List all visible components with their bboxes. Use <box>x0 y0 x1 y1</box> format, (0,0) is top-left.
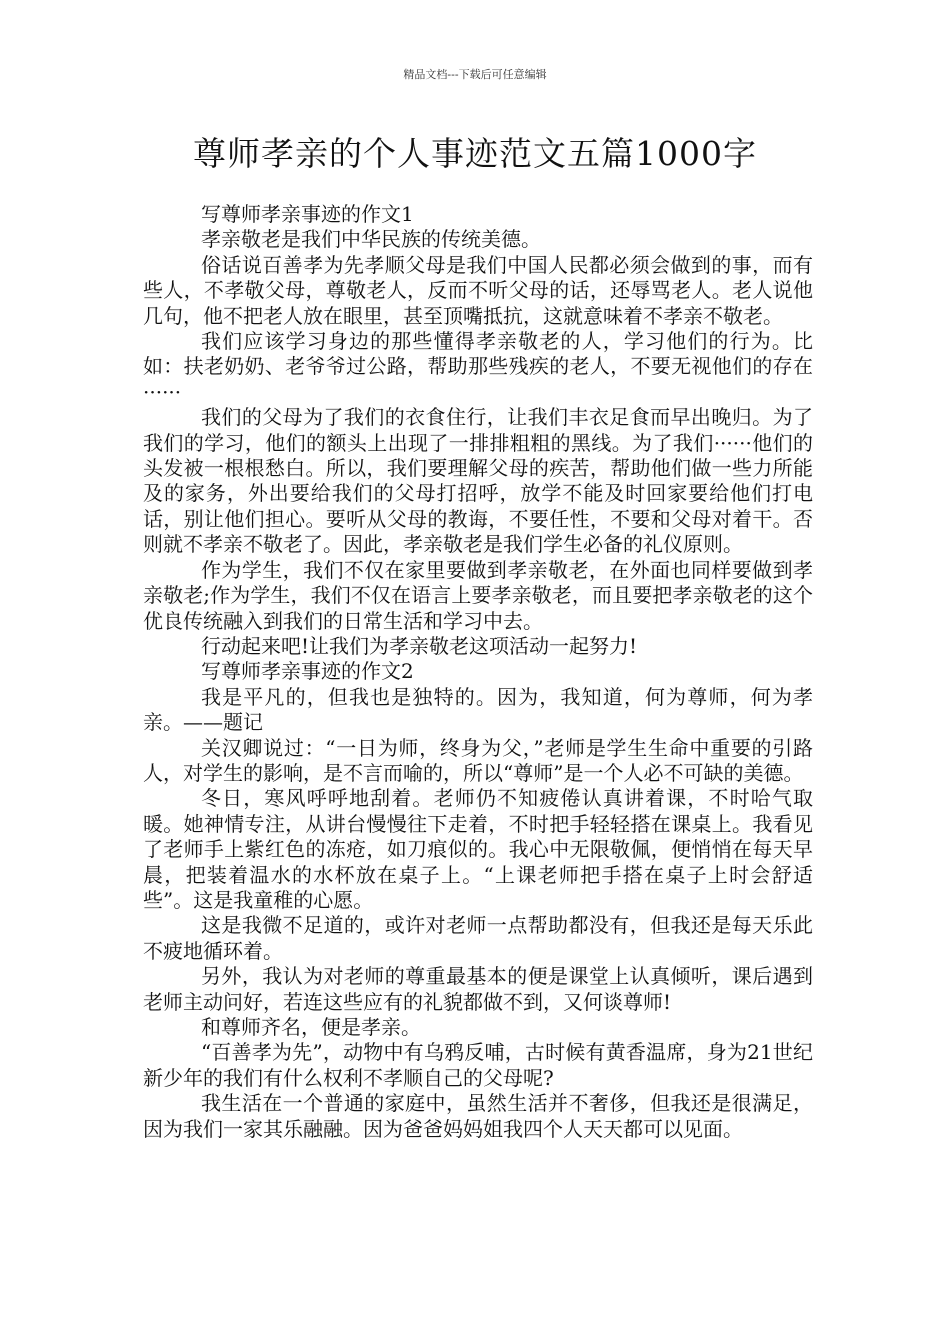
paragraph: 冬日，寒风呼呼地刮着。老师仍不知疲倦认真讲着课，不时哈气取暖。她神情专注，从讲台慢慢往下走着，不时把手轻轻搭在课桌上。我看见了老师手上紫红色的冻疮，如刀痕似的。我心中无限敬佩，便悄悄在每天早晨，把装着温水的水杯放在桌子上。“上课老师把手搭在桌子上时会舒适些”。这是我童稚的心愿。 <box>143 786 813 912</box>
paragraph: 行动起来吧!让我们为孝亲敬老这项活动一起努力! <box>201 633 638 658</box>
paragraph: 我生活在一个普通的家庭中，虽然生活并不奢侈，但我还是很满足，因为我们一家其乐融融。因为爸爸妈妈姐我四个人天天都可以见面。 <box>143 1091 813 1141</box>
document-title: 尊师孝亲的个人事迹范文五篇1000字 <box>193 134 757 173</box>
paragraph: 我是平凡的，但我也是独特的。因为，我知道，何为尊师，何为孝亲。——题记 <box>143 684 813 735</box>
paragraph: 孝亲敬老是我们中华民族的传统美德。 <box>201 227 541 252</box>
paragraph: 关汉卿说过：“一日为师，终身为父，”老师是学生生命中重要的引路人，对学生的影响，是不言而喻的，所以“尊师”是一个人必不可缺的美德。 <box>143 735 813 785</box>
paragraph: 作为学生，我们不仅在家里要做到孝亲敬老，在外面也同样要做到孝亲敬老;作为学生，我们不仅在语言上要孝亲敬老，而且要把孝亲敬老的这个优良传统融入到我们的日常生活和学习中去。 <box>143 557 813 633</box>
paragraph: 写尊师孝亲事迹的作文2 <box>201 659 414 684</box>
paragraph: “百善孝为先”，动物中有乌鸦反哺，古时候有黄香温席，身为21世纪新少年的我们有什么权利不孝顺自己的父母呢? <box>143 1040 813 1090</box>
paragraph: 我们的父母为了我们的衣食住行，让我们丰衣足食而早出晚归。为了我们的学习，他们的额头上出现了一排排粗粗的黑线。为了我们······他们的头发被一根根愁白。所以，我们要理解父母的疾苦，帮助他们做一些力所能及的家务，外出要给我们的父母打招呼，放学不能及时回家要给他们打电话，别让他们担心。要听从父母的教诲，不要任性，不要和父母对着干。否则就不孝亲不敬老了。因此，孝亲敬老是我们学生必备的礼仪原则。 <box>143 405 813 557</box>
paragraph: 和尊师齐名，便是孝亲。 <box>201 1015 421 1039</box>
paragraph: 写尊师孝亲事迹的作文1 <box>201 202 414 226</box>
page-header: 精品文档---下载后可任意编辑 <box>403 68 547 81</box>
paragraph: 这是我微不足道的，或许对老师一点帮助都没有，但我还是每天乐此不疲地循环着。 <box>143 913 813 963</box>
paragraph: 我们应该学习身边的那些懂得孝亲敬老的人，学习他们的行为。比如：扶老奶奶、老爷爷过公路，帮助那些残疾的老人，不要无视他们的存在······ <box>143 329 813 404</box>
paragraph: 俗话说百善孝为先孝顺父母是我们中国人民都必须会做到的事，而有些人，不孝敬父母，尊敬老人，反而不听父母的话，还辱骂老人。老人说他几句，他不把老人放在眼里，甚至顶嘴抵抗，这就意味着不孝亲不敬老。 <box>143 252 813 328</box>
document-body <box>143 202 813 1142</box>
paragraph: 另外，我认为对老师的尊重最基本的便是课堂上认真倾听，课后遇到老师主动问好，若连这些应有的礼貌都做不到，又何谈尊师! <box>143 964 813 1014</box>
